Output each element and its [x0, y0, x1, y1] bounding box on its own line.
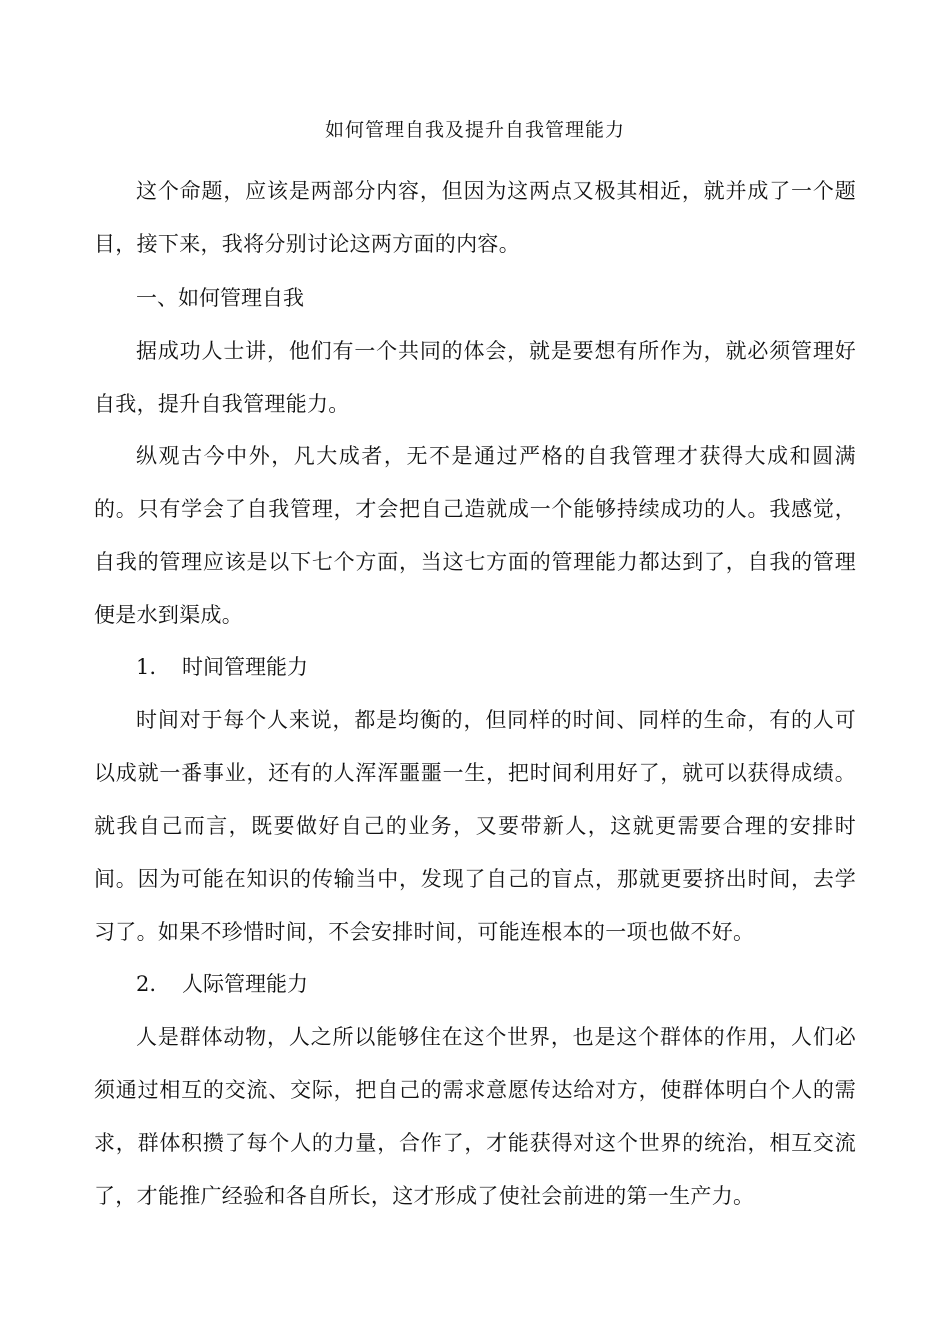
item1-paragraph: 时间对于每个人来说，都是均衡的，但同样的时间、同样的生命，有的人可以成就一番事业，还有的人浑浑噩噩一生，把时间利用好了，就可以获得成绩。就我自己而言，既要做好自己的业务，又要带新人，这就更需要合理的安排时间。因为可能在知识的传输当中，发现了自己的盲点，那就更要挤出时间，去学习了。如果不珍惜时间，不会安排时间，可能连根本的一项也做不好。	[94, 708, 856, 944]
section1-paragraph-2: 纵观古今中外，凡大成者，无不是通过严格的自我管理才获得大成和圆满的。只有学会了自我管理，才会把自己造就成一个能够持续成功的人。我感觉，自我的管理应该是以下七个方面，当这七方面的管理能力都达到了，自我的管理便是水到渠成。	[94, 444, 856, 627]
document-title: 如何管理自我及提升自我管理能力	[324, 119, 625, 141]
item2-paragraph: 人是群体动物，人之所以能够住在这个世界，也是这个群体的作用，人们必须通过相互的交流、交际，把自己的需求意愿传达给对方，使群体明白个人的需求，群体积攒了每个人的力量，合作了，才能获得对这个世界的统治，相互交流了，才能推广经验和各自所长，这才形成了使社会前进的第一生产力。	[94, 1025, 856, 1208]
intro-paragraph: 这个命题，应该是两部分内容，但因为这两点又极其相近，就并成了一个题目，接下来，我将分别讨论这两方面的内容。	[94, 179, 856, 256]
section1-heading: 一、如何管理自我	[136, 286, 304, 310]
item2-number: 2.	[136, 972, 157, 996]
item2-heading	[136, 958, 308, 1011]
item1-number: 1.	[136, 655, 157, 679]
item1-heading	[136, 641, 308, 694]
item2-heading-text: 人际管理能力	[182, 972, 308, 996]
item1-heading-text: 时间管理能力	[182, 655, 308, 679]
section1-paragraph-1: 据成功人士讲，他们有一个共同的体会，就是要想有所作为，就必须管理好自我，提升自我管理能力。	[94, 339, 856, 416]
